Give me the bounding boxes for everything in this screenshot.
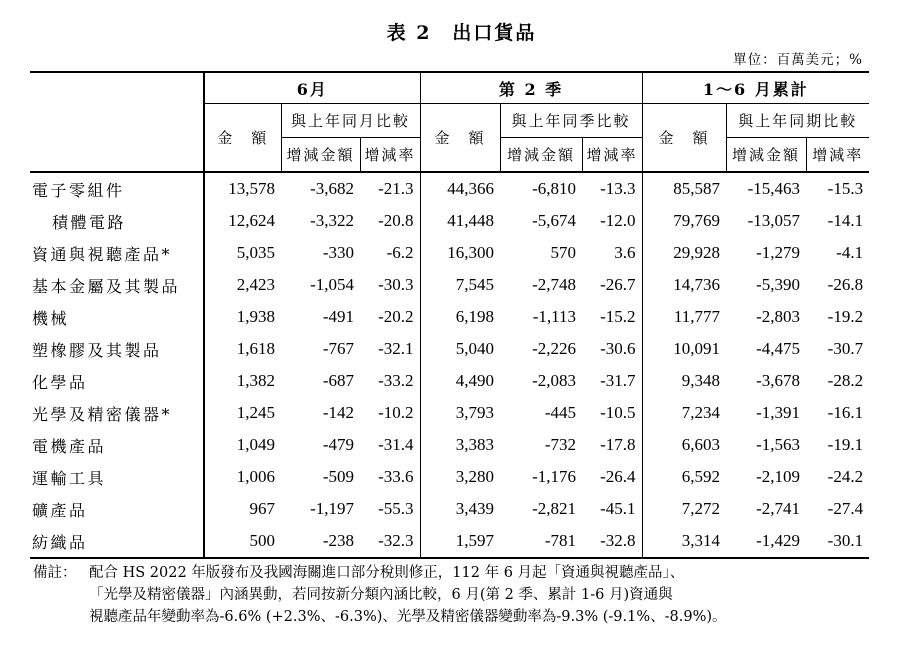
change-amount-header: 增減金額 [281, 138, 360, 173]
value-cell: -30.3 [378, 275, 414, 294]
table-row [30, 429, 869, 461]
value-cell: -19.1 [827, 435, 864, 454]
value-cell: -13.3 [600, 179, 636, 198]
value-cell: 1,382 [204, 365, 281, 397]
value-cell: 13,578 [204, 172, 281, 205]
value-cell: 11,777 [642, 301, 726, 333]
value-cell: -32.8 [582, 525, 642, 558]
row-label: 電子零組件 [32, 180, 125, 200]
value-cell: -1,563 [756, 435, 801, 454]
value-cell: 7,234 [642, 397, 726, 429]
amount-header: 金 額 [204, 104, 281, 173]
value-cell: -15.3 [827, 179, 864, 198]
value-cell: -1,279 [756, 243, 801, 262]
group-header-ytd: 1～6 月累計 [642, 72, 869, 104]
value-cell: -12.0 [600, 211, 636, 230]
table-row [30, 525, 869, 558]
value-cell: -33.6 [378, 467, 414, 486]
row-label: 機械 [32, 308, 70, 328]
value-cell: -3,322 [310, 211, 354, 230]
value-cell: -2,083 [532, 371, 577, 390]
table-row [30, 269, 869, 301]
value-cell: -30.1 [806, 525, 869, 558]
value-cell: -479 [322, 435, 354, 454]
value-cell: -781 [500, 525, 582, 558]
row-label: 電機產品 [32, 436, 107, 456]
value-cell: 1,597 [420, 525, 500, 558]
value-cell: -2,109 [756, 467, 801, 486]
value-cell: 967 [204, 493, 281, 525]
value-cell: -142 [322, 403, 354, 422]
value-cell: -27.4 [827, 499, 864, 518]
value-cell: -2,821 [532, 499, 577, 518]
compare-header: 與上年同月比較 [281, 104, 420, 138]
value-cell: -509 [322, 467, 354, 486]
footnote-line: 視聽產品年變動率為-6.6% (+2.3%、-6.3%)、光學及精密儀器變動率為-9.3% (-9.1%、-8.9%)。 [89, 609, 727, 625]
table-row [30, 205, 869, 237]
value-cell: 570 [550, 243, 577, 262]
value-cell: -1,113 [532, 307, 577, 326]
value-cell: -15,463 [747, 179, 801, 198]
value-cell: -1,176 [532, 467, 577, 486]
value-cell: -1,054 [310, 275, 354, 294]
value-cell: -15.2 [600, 307, 636, 326]
row-label: 紡織品 [30, 525, 204, 558]
value-cell: -732 [544, 435, 577, 454]
amount-header: 金 額 [420, 104, 500, 173]
value-cell: 7,545 [420, 269, 500, 301]
value-cell: -2,748 [532, 275, 577, 294]
row-label: 塑橡膠及其製品 [32, 340, 162, 360]
value-cell: -2,226 [532, 339, 577, 358]
value-cell: -31.4 [378, 435, 414, 454]
row-label: 光學及精密儀器* [32, 404, 173, 424]
value-cell: -2,803 [756, 307, 801, 326]
value-cell: -5,674 [532, 211, 577, 230]
value-cell: -31.7 [600, 371, 636, 390]
value-cell: -14.1 [827, 211, 864, 230]
category-header-cell [30, 72, 204, 172]
value-cell: -30.7 [827, 339, 864, 358]
table-row [30, 493, 869, 525]
value-cell: -330 [322, 243, 354, 262]
table-row [30, 397, 869, 429]
value-cell: 4,490 [420, 365, 500, 397]
row-label: 礦產品 [32, 500, 88, 520]
row-label: 基本金屬及其製品 [32, 276, 181, 296]
row-label: 化學品 [32, 372, 88, 392]
value-cell: -767 [322, 339, 354, 358]
table-row [30, 237, 869, 269]
value-cell: -20.2 [378, 307, 414, 326]
value-cell: 7,272 [642, 493, 726, 525]
value-cell: -6,810 [532, 179, 577, 198]
value-cell: 500 [204, 525, 281, 558]
value-cell: 3,280 [420, 461, 500, 493]
value-cell: 1,006 [204, 461, 281, 493]
value-cell: -30.6 [600, 339, 636, 358]
value-cell: -20.8 [378, 211, 414, 230]
value-cell: 85,587 [642, 172, 726, 205]
value-cell: -238 [281, 525, 360, 558]
change-rate-header: 增減率 [806, 138, 869, 173]
footnote-line: 「光學及精密儀器」內涵異動，若同按新分類內涵比較，6 月(第 2 季、累計 1-6 月)資通與 [89, 587, 673, 603]
change-rate-header: 增減率 [582, 138, 642, 173]
value-cell: 1,049 [204, 429, 281, 461]
unit-label: 單位：百萬美元；% [733, 52, 863, 68]
value-cell: -10.5 [600, 403, 636, 422]
value-cell: -32.1 [378, 339, 414, 358]
value-cell: 10,091 [642, 333, 726, 365]
value-cell: -445 [544, 403, 577, 422]
compare-header: 與上年同期比較 [726, 104, 869, 138]
group-header-june: 6月 [204, 72, 420, 104]
value-cell: 1,618 [204, 333, 281, 365]
value-cell: -26.4 [600, 467, 636, 486]
value-cell: 9,348 [642, 365, 726, 397]
compare-header: 與上年同季比較 [500, 104, 642, 138]
value-cell: -1,391 [756, 403, 801, 422]
change-rate-header: 增減率 [360, 138, 420, 173]
value-cell: 1,938 [204, 301, 281, 333]
value-cell: 12,624 [204, 205, 281, 237]
value-cell: 79,769 [642, 205, 726, 237]
value-cell: -2,741 [756, 499, 801, 518]
value-cell: 6,603 [642, 429, 726, 461]
change-amount-header: 增減金額 [726, 138, 806, 173]
table-row [30, 461, 869, 493]
value-cell: 3,793 [420, 397, 500, 429]
value-cell: 41,448 [420, 205, 500, 237]
value-cell: -3,678 [756, 371, 801, 390]
value-cell: 1,245 [204, 397, 281, 429]
value-cell: 29,928 [642, 237, 726, 269]
value-cell: -687 [322, 371, 354, 390]
value-cell: 3,314 [642, 525, 726, 558]
value-cell: -24.2 [827, 467, 864, 486]
value-cell: -28.2 [827, 371, 864, 390]
value-cell: -10.2 [378, 403, 414, 422]
value-cell: -3,682 [310, 179, 354, 198]
table-row [30, 365, 869, 397]
value-cell: -1,429 [726, 525, 806, 558]
value-cell: 16,300 [420, 237, 500, 269]
amount-header: 金 額 [642, 104, 726, 173]
table-row [30, 333, 869, 365]
value-cell: 2,423 [204, 269, 281, 301]
value-cell: -17.8 [600, 435, 636, 454]
value-cell: -16.1 [827, 403, 864, 422]
table-row [30, 172, 869, 205]
value-cell: 3,439 [420, 493, 500, 525]
value-cell: 5,040 [420, 333, 500, 365]
value-cell: -19.2 [827, 307, 864, 326]
value-cell: -33.2 [378, 371, 414, 390]
change-amount-header: 增減金額 [500, 138, 582, 173]
value-cell: 6,592 [642, 461, 726, 493]
footnote-label: 備註： [33, 565, 77, 581]
table-title: 表 2 出口貨品 [386, 22, 537, 44]
table-row [30, 301, 869, 333]
group-header-q2: 第 2 季 [420, 72, 642, 104]
value-cell: -5,390 [756, 275, 801, 294]
value-cell: -45.1 [600, 499, 636, 518]
value-cell: -1,197 [310, 499, 354, 518]
value-cell: 6,198 [420, 301, 500, 333]
value-cell: 44,366 [420, 172, 500, 205]
value-cell: -4,475 [756, 339, 801, 358]
value-cell: -6.2 [386, 243, 414, 262]
export-goods-table [30, 71, 869, 559]
value-cell: -13,057 [747, 211, 801, 230]
value-cell: -4.1 [836, 243, 864, 262]
value-cell: 14,736 [642, 269, 726, 301]
value-cell: 5,035 [204, 237, 281, 269]
value-cell: 3.6 [614, 243, 636, 262]
row-label: 運輸工具 [32, 468, 107, 488]
row-label: 積體電路 [52, 212, 127, 232]
value-cell: -491 [322, 307, 354, 326]
value-cell: -26.8 [827, 275, 864, 294]
value-cell: -55.3 [378, 499, 414, 518]
footnote-line: 配合 HS 2022 年版發布及我國海關進口部分稅則修正，112 年 6 月起「資通與視聽產品」、 [89, 565, 685, 581]
value-cell: -32.3 [360, 525, 420, 558]
row-label: 資通與視聽產品* [32, 244, 173, 264]
value-cell: -26.7 [600, 275, 636, 294]
value-cell: -21.3 [378, 179, 414, 198]
value-cell: 3,383 [420, 429, 500, 461]
